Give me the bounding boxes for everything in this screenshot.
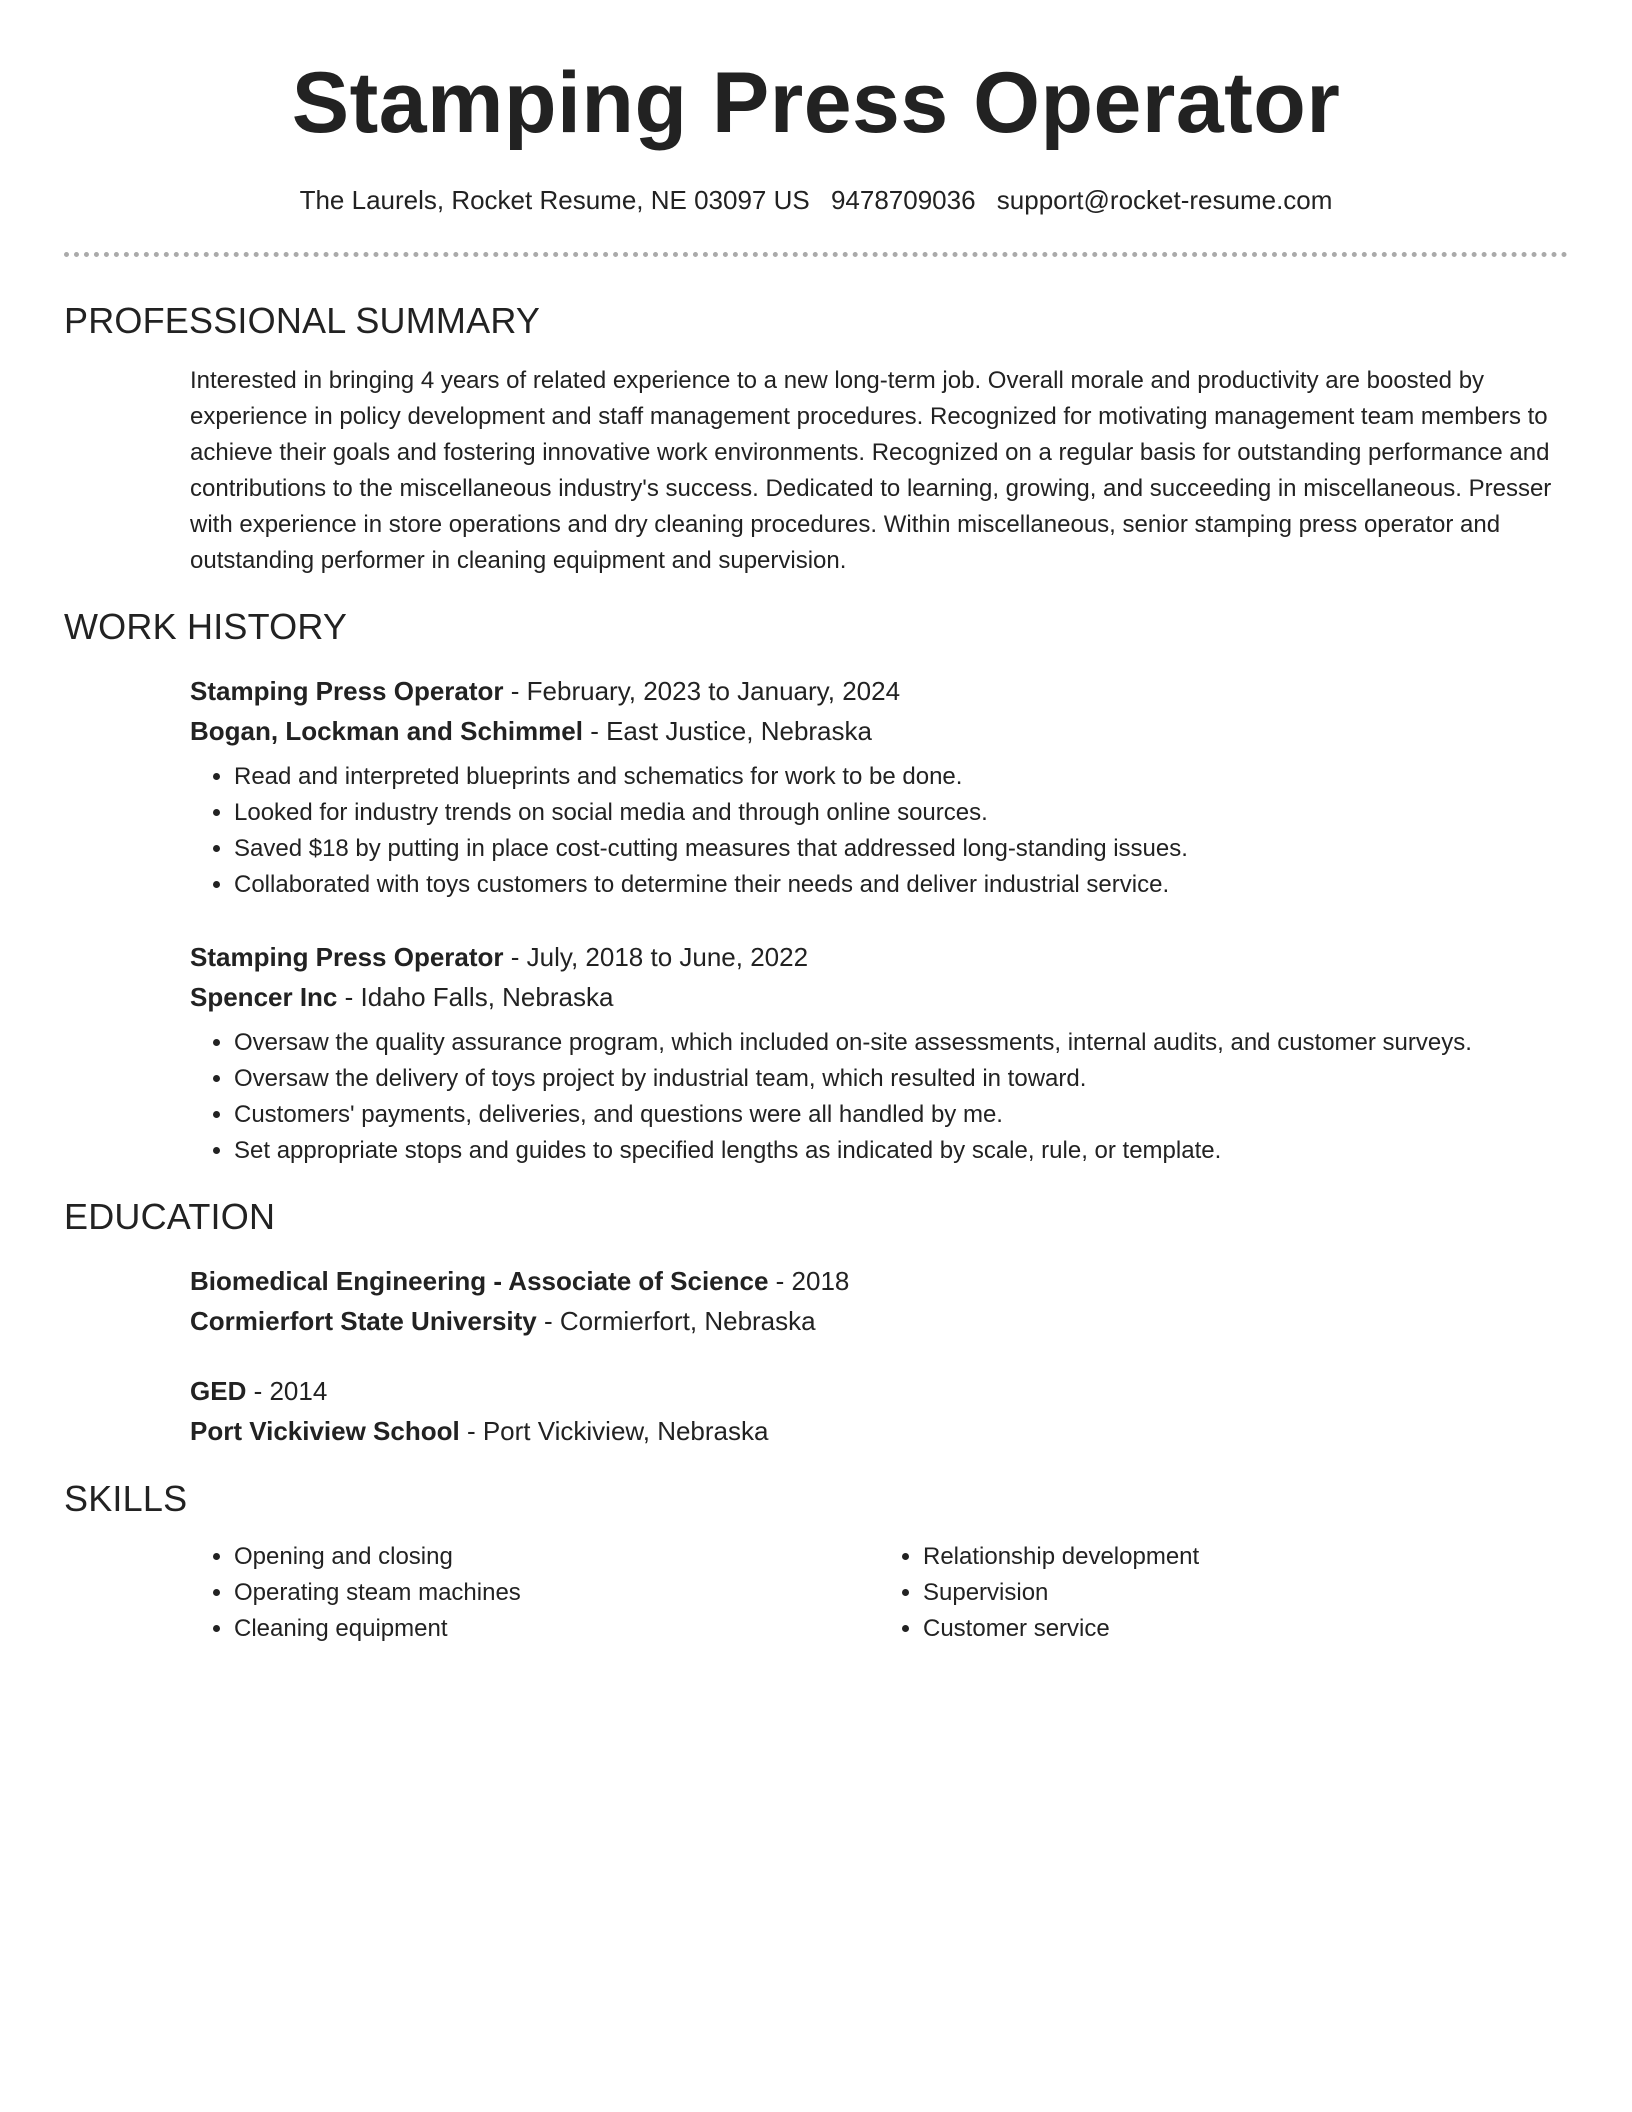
education-degree: GED bbox=[190, 1376, 247, 1406]
skills-section bbox=[64, 1477, 1568, 1647]
education-heading: EDUCATION bbox=[64, 1196, 276, 1237]
job-company-line bbox=[190, 711, 1568, 751]
education-entry bbox=[190, 1371, 1568, 1451]
contact-phone: 9478709036 bbox=[830, 185, 976, 215]
work-section bbox=[64, 605, 1568, 1169]
education-school-line bbox=[190, 1411, 1568, 1451]
job-bullet: • Looked for industry trends on social media and through online sources. bbox=[234, 795, 1568, 831]
header-divider bbox=[64, 252, 1568, 257]
education-location: - Cormierfort, Nebraska bbox=[536, 1306, 816, 1336]
job-bullet: • Customers' payments, deliveries, and questions were all handled by me. bbox=[234, 1097, 1568, 1133]
education-school: Port Vickiview School bbox=[190, 1416, 460, 1446]
skill-item: • Cleaning equipment bbox=[234, 1611, 879, 1647]
job-dates: - July, 2018 to June, 2022 bbox=[503, 942, 809, 972]
education-entry bbox=[190, 1261, 1568, 1341]
education-degree: Biomedical Engineering - Associate of Science bbox=[190, 1266, 769, 1296]
job-bullet: • Saved $18 by putting in place cost-cutting measures that addressed long-standing issues. bbox=[234, 831, 1568, 867]
job-title-line bbox=[190, 671, 1568, 711]
contact-email[interactable]: support@rocket-resume.com bbox=[996, 185, 1333, 215]
contact-address: The Laurels, Rocket Resume, NE 03097 US bbox=[299, 185, 810, 215]
job-role: Stamping Press Operator bbox=[190, 676, 504, 706]
education-degree-line bbox=[190, 1371, 1568, 1411]
education-section bbox=[64, 1195, 1568, 1451]
education-location: - Port Vickiview, Nebraska bbox=[459, 1416, 769, 1446]
skills-list-left bbox=[190, 1539, 879, 1647]
job-company: Spencer Inc bbox=[190, 982, 338, 1012]
job-dates: - February, 2023 to January, 2024 bbox=[503, 676, 901, 706]
job-bullet: • Read and interpreted blueprints and schematics for work to be done. bbox=[234, 759, 1568, 795]
skill-item: • Customer service bbox=[923, 1611, 1568, 1647]
contact-line bbox=[64, 184, 1568, 216]
education-school-line bbox=[190, 1301, 1568, 1341]
work-heading: WORK HISTORY bbox=[64, 606, 348, 647]
skills-grid bbox=[190, 1539, 1568, 1647]
education-degree-line bbox=[190, 1261, 1568, 1301]
skill-item: • Opening and closing bbox=[234, 1539, 879, 1575]
education-school: Cormierfort State University bbox=[190, 1306, 537, 1336]
resume-name: Stamping Press Operator bbox=[291, 55, 1341, 151]
job-entry bbox=[190, 671, 1568, 903]
skills-heading: SKILLS bbox=[64, 1478, 188, 1519]
summary-text: Interested in bringing 4 years of related experience to a new long-term job. Overall morale and productivity are boosted by experience in policy development and staff management procedures. Recognized for motivating management team members to achieve their goals and fostering innovative work environments. Recognized on a regular basis for outstanding performance and contributions to the miscellaneous industry's success. Dedicated to learning, growing, and succeeding in miscellaneous. Presser with experience in store operations and dry cleaning procedures. Within miscellaneous, senior stamping press operator and outstanding performer in cleaning equipment and supervision. bbox=[190, 367, 1552, 574]
job-bullet: • Collaborated with toys customers to determine their needs and deliver industrial service. bbox=[234, 867, 1568, 903]
summary-heading: PROFESSIONAL SUMMARY bbox=[64, 300, 541, 341]
job-role: Stamping Press Operator bbox=[190, 942, 504, 972]
skill-item: • Relationship development bbox=[923, 1539, 1568, 1575]
job-bullets bbox=[190, 759, 1568, 903]
skill-item: • Operating steam machines bbox=[234, 1575, 879, 1611]
job-company-line bbox=[190, 977, 1568, 1017]
skill-item: • Supervision bbox=[923, 1575, 1568, 1611]
education-year: - 2014 bbox=[246, 1376, 328, 1406]
summary-section bbox=[64, 299, 1568, 579]
education-year: - 2018 bbox=[768, 1266, 850, 1296]
job-entry bbox=[190, 937, 1568, 1169]
job-bullets bbox=[190, 1025, 1568, 1169]
job-bullet: • Oversaw the quality assurance program, which included on-site assessments, internal audits, and customer surveys. bbox=[234, 1025, 1568, 1061]
job-location: - Idaho Falls, Nebraska bbox=[337, 982, 614, 1012]
job-title-line bbox=[190, 937, 1568, 977]
job-location: - East Justice, Nebraska bbox=[582, 716, 872, 746]
skills-list-right bbox=[879, 1539, 1568, 1647]
job-bullet: • Set appropriate stops and guides to specified lengths as indicated by scale, rule, or template. bbox=[234, 1133, 1568, 1169]
job-company: Bogan, Lockman and Schimmel bbox=[190, 716, 583, 746]
job-bullet: • Oversaw the delivery of toys project by industrial team, which resulted in toward. bbox=[234, 1061, 1568, 1097]
